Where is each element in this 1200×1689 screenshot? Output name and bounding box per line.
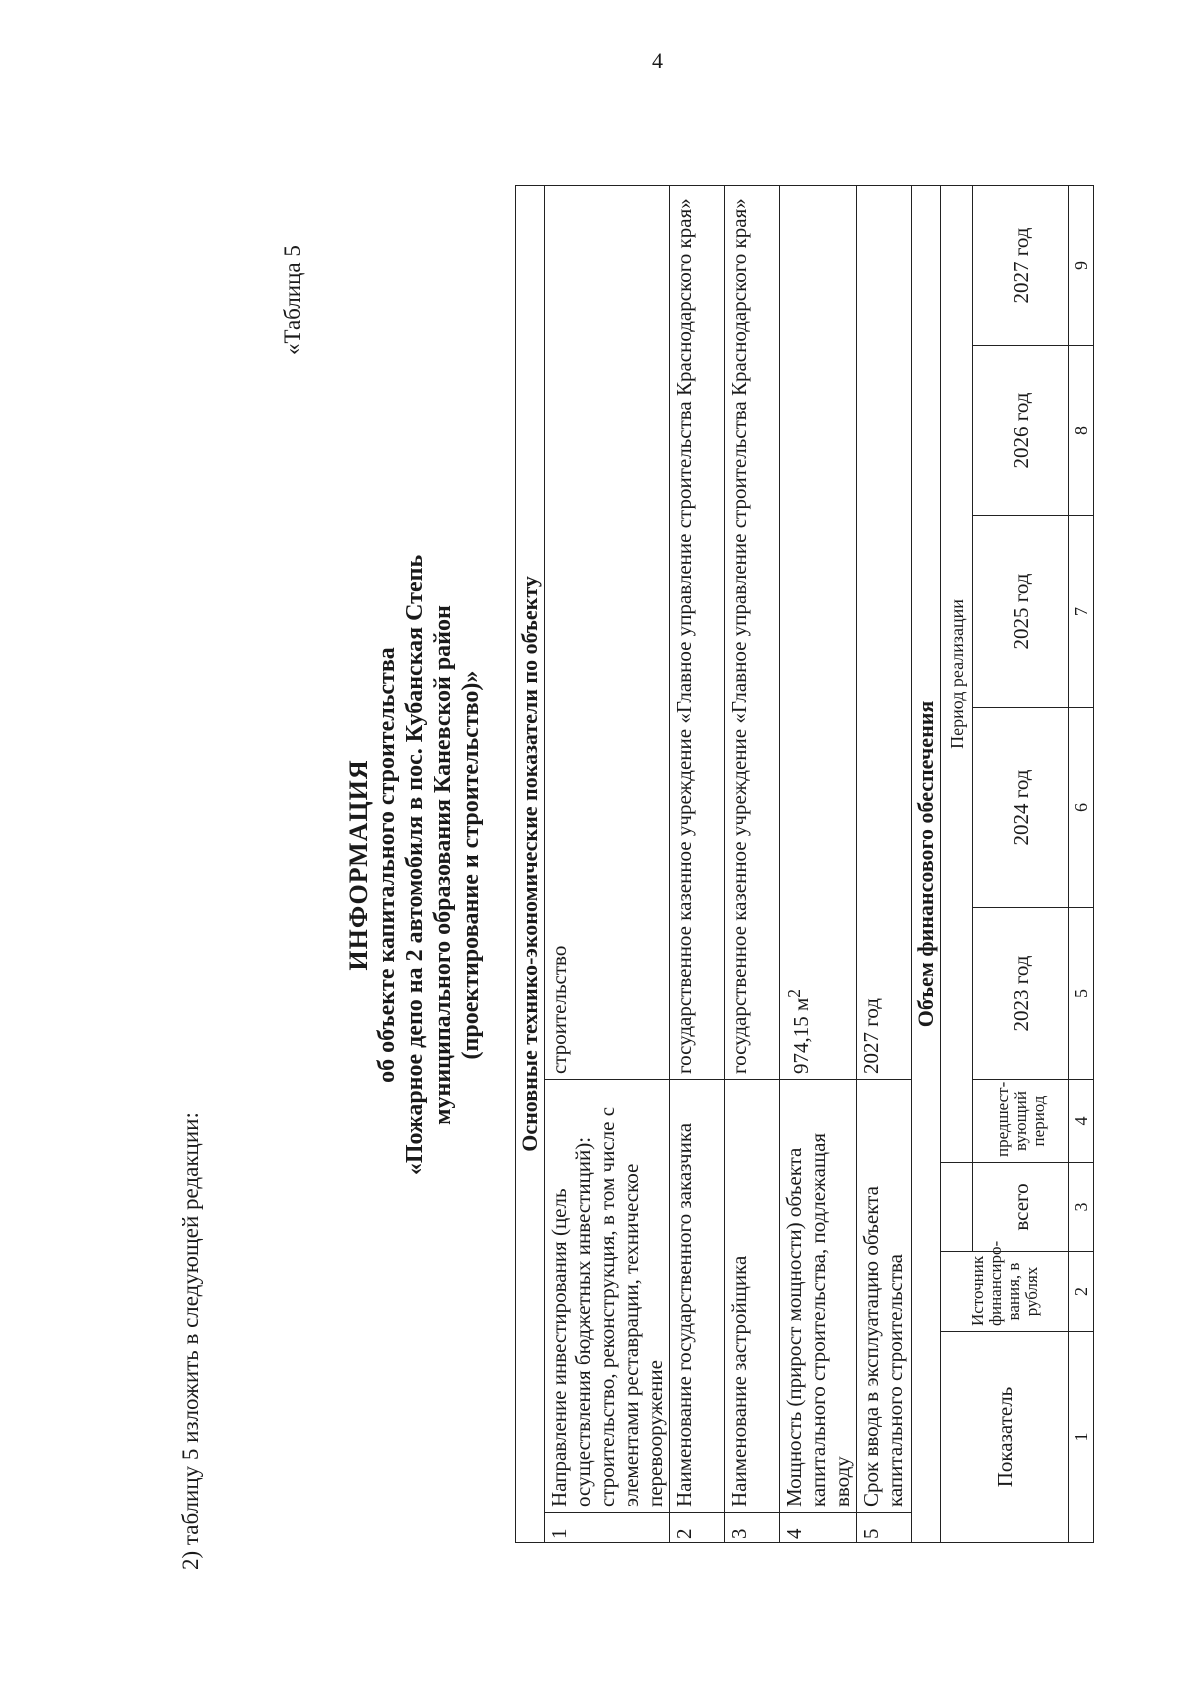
title-line-4: муниципального образования Каневской район (430, 605, 456, 1125)
table-row (780, 185, 857, 1542)
row-number: 3 (725, 1513, 780, 1543)
header-previous-period: предшест-вующий период (973, 1080, 1069, 1163)
row-value-superscript: 2 (784, 988, 804, 998)
row-value: государственное казенное учреждение «Главное управление строительства Краснодарского края» (670, 185, 725, 1079)
row-number: 1 (545, 1513, 670, 1543)
row-value-main: 974,15 м (789, 997, 813, 1074)
column-number: 9 (1069, 185, 1094, 345)
header-blank (941, 1163, 973, 1252)
table-row (670, 185, 725, 1542)
table-row (857, 185, 912, 1542)
header-indicator: Показатель (941, 1332, 1069, 1543)
header-year-2024: 2024 год (973, 708, 1069, 908)
row-number: 4 (780, 1513, 857, 1543)
title-line-5: (проектирование и строительство)» (458, 670, 484, 1060)
title-line-3: «Пожарное депо на 2 автомобиля в пос. Кубанская Степь (402, 554, 428, 1176)
row-label: Мощность (прирост мощности) объекта капитального строительства, подлежащая вводу (780, 1080, 857, 1513)
column-number: 6 (1069, 708, 1094, 908)
column-number-row (1069, 185, 1094, 1542)
header-total: всего (973, 1163, 1069, 1252)
column-number: 5 (1069, 908, 1094, 1080)
header-year-2026: 2026 год (973, 346, 1069, 516)
section-title-indicators: Основные технико-экономические показатели по объекту (516, 185, 545, 1542)
rotated-page-content (160, 125, 1200, 1605)
row-label: Срок ввода в эксплуатацию объекта капитального строительства (857, 1080, 912, 1513)
row-value: строительство (545, 185, 670, 1079)
header-source: Источник финансиро-вания, в рублях (941, 1252, 1069, 1332)
page-number: 4 (652, 48, 663, 73)
row-value: 2027 год (857, 185, 912, 1079)
row-number: 2 (670, 1513, 725, 1543)
table-label: «Таблица 5 (280, 245, 305, 355)
header-year-2025: 2025 год (973, 516, 1069, 708)
row-value: государственное казенное учреждение «Главное управление строительства Краснодарского края» (725, 185, 780, 1079)
title-line-2: об объекте капитального строительства (374, 647, 400, 1083)
intro-text: 2) таблицу 5 изложить в следующей редакции: (178, 1112, 203, 1570)
title-line-1: ИНФОРМАЦИЯ (344, 759, 373, 971)
column-number: 1 (1069, 1332, 1094, 1543)
document-title (345, 125, 485, 1605)
object-info-table (515, 185, 1094, 1543)
row-label: Направление инвестирования (цель осуществления бюджетных инвестиций): строительство, реконструкция, в том числе с элементами реставрации, техническое перевооружение (545, 1080, 670, 1513)
table-row (545, 185, 670, 1542)
header-year-2027: 2027 год (973, 185, 1069, 345)
column-number: 2 (1069, 1252, 1094, 1332)
row-label: Наименование застройщика (725, 1080, 780, 1513)
row-number: 5 (857, 1513, 912, 1543)
column-number: 8 (1069, 346, 1094, 516)
column-number: 3 (1069, 1163, 1094, 1252)
header-year-2023: 2023 год (973, 908, 1069, 1080)
row-label: Наименование государственного заказчика (670, 1080, 725, 1513)
row-value (780, 185, 857, 1079)
header-period: Период реализации (941, 185, 973, 1162)
column-number: 4 (1069, 1080, 1094, 1163)
table-row (725, 185, 780, 1542)
section-header-row (912, 185, 941, 1542)
section-header-row (516, 185, 545, 1542)
column-number: 7 (1069, 516, 1094, 708)
section-title-finance: Объем финансового обеспечения (912, 185, 941, 1542)
finance-header-row (941, 185, 973, 1542)
